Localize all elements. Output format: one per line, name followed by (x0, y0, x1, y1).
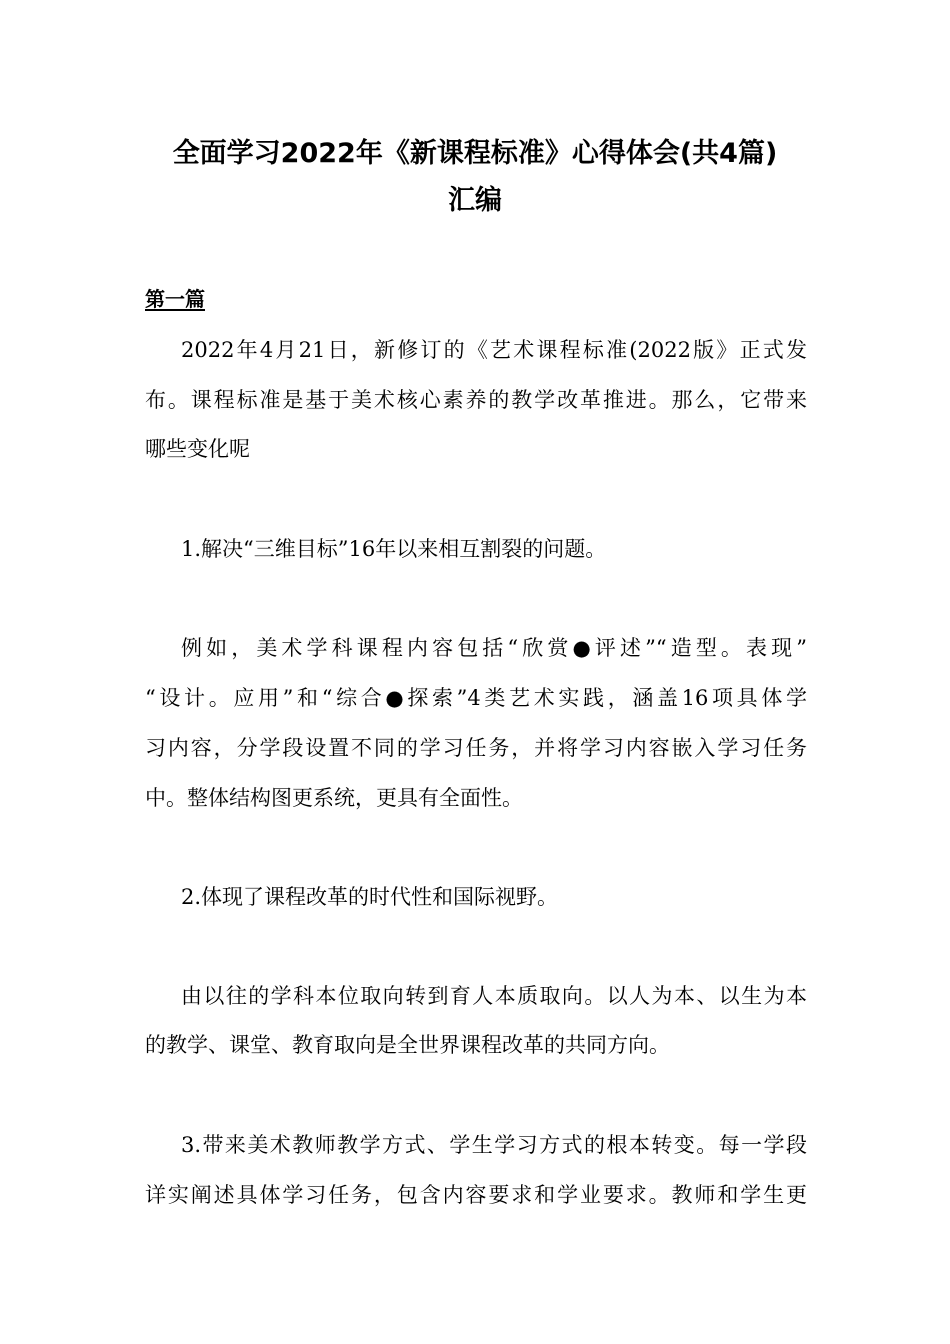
paragraph-3-line-3: 习内容，分学段设置不同的学习任务，并将学习内容嵌入学习任务 (145, 736, 807, 760)
paragraph-1-line-2: 布。课程标准是基于美术核心素养的教学改革推进。那么，它带来 (145, 388, 807, 412)
paragraph-6-line-1: 3.带来美术教师教学方式、学生学习方式的根本转变。每一学段 (181, 1133, 807, 1157)
paragraph-1-line-1: 2022年4月21日，新修订的《艺术课程标准(2022版》正式发 (181, 338, 807, 362)
paragraph-2-line-1: 1.解决“三维目标”16年以来相互割裂的问题。 (181, 537, 607, 561)
paragraph-1-line-3: 哪些变化呢 (145, 437, 250, 461)
paragraph-3-line-4: 中。整体结构图更系统，更具有全面性。 (145, 786, 523, 810)
paragraph-6-line-2: 详实阐述具体学习任务，包含内容要求和学业要求。教师和学生更 (145, 1183, 807, 1207)
document-title-line-1: 全面学习2022年《新课程标准》心得体会(共4篇) (172, 138, 778, 169)
paragraph-3-line-1: 例如，美术学科课程内容包括“欣赏●评述”“造型。表现” (181, 636, 807, 660)
section-heading: 第一篇 (145, 287, 205, 311)
paragraph-5-line-1: 由以往的学科本位取向转到育人本质取向。以人为本、以生为本 (181, 984, 807, 1008)
document-title-line-2: 汇编 (448, 185, 502, 216)
paragraph-5-line-2: 的教学、课堂、教育取向是全世界课程改革的共同方向。 (145, 1033, 670, 1057)
paragraph-4-line-1: 2.体现了课程改革的时代性和国际视野。 (181, 885, 559, 909)
paragraph-3-line-2: “设计。应用”和“综合●探索”4类艺术实践，涵盖16项具体学 (145, 686, 807, 710)
